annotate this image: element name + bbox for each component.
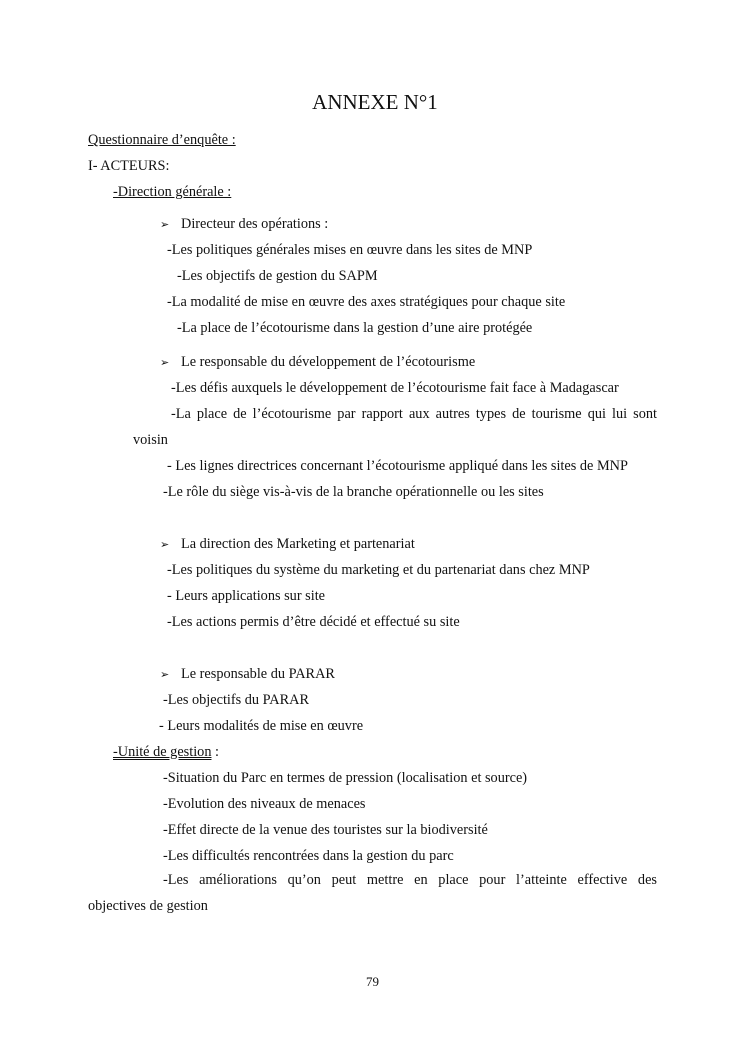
list-item: -La modalité de mise en œuvre des axes stratégiques pour chaque site xyxy=(167,294,566,310)
list-item: -Le rôle du siège vis-à-vis de la branche opérationnelle ou les sites xyxy=(163,484,544,500)
list-item: -Les difficultés rencontrées dans la gestion du parc xyxy=(163,848,454,864)
list-item: -La place de l’écotourisme par rapport aux autres types de tourisme qui lui sont xyxy=(171,406,657,422)
list-item: -Les défis auxquels le développement de l’écotourisme fait face à Madagascar xyxy=(171,380,619,396)
arrowhead-bullet-icon: ➢ xyxy=(160,539,170,551)
arrowhead-bullet-icon: ➢ xyxy=(160,219,170,231)
list-item: -Les politiques générales mises en œuvre dans les sites de MNP xyxy=(167,242,533,258)
bullet-label: Le responsable du PARAR xyxy=(181,666,335,682)
list-item: -Les objectifs de gestion du SAPM xyxy=(177,268,378,284)
list-item: - Leurs modalités de mise en œuvre xyxy=(159,718,364,734)
arrowhead-bullet-icon: ➢ xyxy=(160,357,170,369)
list-item: -Les actions permis d’être décidé et effectué su site xyxy=(167,614,460,630)
list-item: -Les politiques du système du marketing et du partenariat dans chez MNP xyxy=(167,562,590,578)
direction-generale-heading: -Direction générale : xyxy=(113,184,232,200)
list-item: -Les améliorations qu’on peut mettre en place pour l’atteinte effective des xyxy=(163,872,657,888)
list-item: -Situation du Parc en termes de pression (localisation et source) xyxy=(163,770,528,786)
bullet-item xyxy=(160,353,475,372)
bullet-label: La direction des Marketing et partenariat xyxy=(181,536,415,552)
bullet-label: Directeur des opérations : xyxy=(181,216,329,232)
list-item: -Effet directe de la venue des touristes sur la biodiversité xyxy=(163,822,488,838)
section-heading: I- ACTEURS: xyxy=(88,158,170,174)
list-item: - Les lignes directrices concernant l’écotourisme appliqué dans les sites de MNP xyxy=(167,458,628,474)
list-item-continuation: voisin xyxy=(133,432,168,448)
list-item: -La place de l’écotourisme dans la gestion d’une aire protégée xyxy=(177,320,533,336)
heading-colon: : xyxy=(211,744,220,760)
list-item: - Leurs applications sur site xyxy=(167,588,326,604)
bullet-item xyxy=(160,665,335,684)
bullet-item xyxy=(160,215,328,234)
bullet-label: Le responsable du développement de l’écotourisme xyxy=(181,354,476,370)
arrowhead-bullet-icon: ➢ xyxy=(160,669,170,681)
page-title: ANNEXE N°1 xyxy=(312,90,438,114)
list-item: -Les objectifs du PARAR xyxy=(163,692,310,708)
unite-gestion-label: -Unité de gestion xyxy=(113,744,212,760)
list-item-continuation: objectives de gestion xyxy=(88,898,208,914)
list-item: -Evolution des niveaux de menaces xyxy=(163,796,366,812)
unite-gestion-heading xyxy=(113,743,219,761)
bullet-item xyxy=(160,535,415,554)
page-number: 79 xyxy=(366,974,379,989)
questionnaire-heading: Questionnaire d’enquête : xyxy=(88,132,236,148)
